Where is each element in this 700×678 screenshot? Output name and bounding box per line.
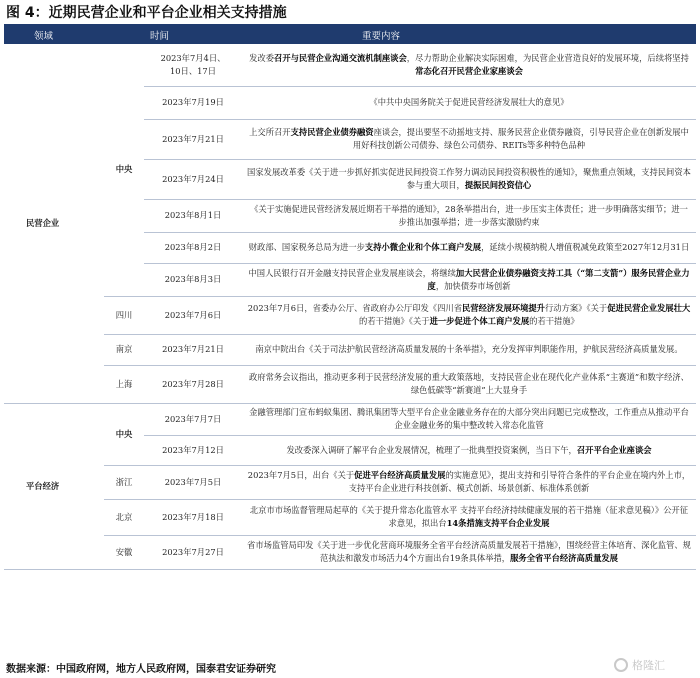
row-content: [242, 535, 696, 569]
row-date: 2023年7月19日: [144, 86, 242, 119]
region-zhejiang: 浙江: [104, 465, 144, 499]
content-emphasis: 常态化召开民营企业家座谈会: [415, 65, 523, 76]
content-text: 国家发展改革委《关于进一步抓好抓实促进民间投资工作努力调动民间投资积极性的通知》，聚焦重点领域，支持民间资本参与重大项目，: [247, 167, 691, 190]
content-text: 2023年7月5日，出台《关于: [247, 470, 355, 480]
category-private: 民营企业: [4, 44, 104, 403]
content-emphasis: 进一步促进个体工商户发展: [429, 316, 530, 326]
content-text: ，加快债券市场创新: [435, 280, 511, 291]
row-date: 2023年7月6日: [144, 296, 242, 334]
row-date: 2023年7月28日: [144, 365, 242, 403]
row-content: [242, 296, 696, 334]
table-row: [4, 44, 696, 86]
watermark-text: 格隆汇: [632, 659, 665, 672]
row-content: [242, 44, 696, 86]
source-note: 数据来源：中国政府网，地方人民政府网，国泰君安证券研究: [6, 664, 276, 675]
content-text: 发改委深入调研了解平台企业发展情况，梳理了一批典型投资案例，当日下午，: [286, 444, 577, 455]
region-central-platform: 中央: [104, 403, 144, 465]
region-central: 中央: [104, 44, 144, 296]
row-date: 2023年7月5日: [144, 465, 242, 499]
header-content: 重要内容: [242, 26, 696, 44]
row-date: 2023年7月7日: [144, 403, 242, 435]
row-content: [242, 159, 696, 199]
row-date: 2023年7月21日: [144, 119, 242, 159]
content-text: 的若干措施》: [529, 316, 579, 326]
content-text: ，尽力帮助企业解决实际困难，为民营企业营造良好的发展环境，后续将坚持: [406, 52, 689, 63]
row-date: 2023年7月4日、 10日、17日: [144, 44, 242, 86]
region-sichuan: 四川: [104, 296, 144, 334]
region-anhui: 安徽: [104, 535, 144, 569]
content-emphasis: 促进平台经济高质量发展: [354, 470, 446, 480]
table-row: [4, 296, 696, 334]
content-text: 《中共中央国务院关于促进民营经济发展壮大的意见》: [369, 97, 569, 107]
table-header-row: [4, 26, 696, 44]
content-text: 发改委: [249, 52, 275, 63]
content-emphasis: 14条措施支持平台企业发展: [446, 518, 550, 528]
row-date: 2023年7月21日: [144, 334, 242, 365]
content-text: 省市场监管局印发《关于进一步优化营商环境服务全省平台经济高质量发展若干措施》，围绕经营主体培育、深化监管、规范执法和激发市场活力4个方面出台19条具体举措，: [247, 540, 691, 563]
region-beijing: 北京: [104, 499, 144, 535]
row-date: 2023年8月3日: [144, 263, 242, 296]
category-platform: 平台经济: [4, 403, 104, 569]
row-content: [242, 403, 696, 435]
header-field: 领域: [4, 26, 104, 44]
header-time: 时间: [144, 26, 242, 44]
content-emphasis: 提振民间投资信心: [464, 180, 532, 190]
content-text: 座谈会，提出要坚不动摇地支持、服务民营企业债券融资，引导民营企业在创新发展中用好科技创新公司债券、绿色公司债券、REITs等多种特色品种: [352, 127, 689, 150]
row-content: [242, 86, 696, 119]
content-text: 2023年7月6日，省委办公厅、省政府办公厅印发《四川省: [247, 303, 462, 313]
watermark: [614, 656, 692, 674]
region-shanghai: 上海: [104, 365, 144, 403]
figure-title: 图 4：近期民营企业和平台企业相关支持措施: [6, 5, 287, 21]
row-content: [242, 435, 696, 465]
content-text: 上交所召开: [249, 127, 291, 137]
table-row: [4, 334, 696, 365]
content-emphasis: 加大民营企业债券融资支持工具（“第二支箭”）服务民营企业力度: [427, 267, 690, 291]
content-emphasis: 民营经济发展环境提升: [462, 303, 545, 313]
region-nanjing: 南京: [104, 334, 144, 365]
content-text: 《关于实施促进民营经济发展近期若干举措的通知》，28条举措出台，进一步压实主体责任；进一步明确落实细节；进一步推出加强举措；进一步落实激励约束: [250, 203, 688, 227]
content-text: 南京中院出台《关于司法护航民营经济高质量发展的十条举措》，充分发挥审判职能作用，护航民营经济高质量发展。: [255, 344, 683, 354]
content-emphasis: 服务全省平台经济高质量发展: [510, 553, 618, 563]
row-content: [242, 232, 696, 263]
content-text: ，延续小规模纳税人增值税减免政策至2027年12月31日: [481, 242, 690, 252]
row-content: [242, 263, 696, 296]
content-text: 北京市市场监督管理局起草的《关于提升常态化监管水平 支持平台经济持续健康发展的若干措施（征求意见稿）》公开征求意见，拟出台: [249, 505, 689, 528]
row-content: [242, 199, 696, 232]
table-row: [4, 499, 696, 535]
content-text: 政府常务会议指出，推动更多利于民营经济发展的重大政策落地，支持民营企业在现代化产业体系“主赛道”和数字经济、绿色低碳等“新赛道”上大显身手: [249, 372, 689, 395]
content-emphasis: 召开平台企业座谈会: [576, 444, 652, 455]
row-content: [242, 119, 696, 159]
content-text: 中国人民银行召开金融支持民营企业发展座谈会，将继续: [248, 267, 456, 278]
row-date: 2023年8月1日: [144, 199, 242, 232]
row-date: 2023年7月27日: [144, 535, 242, 569]
row-content: [242, 465, 696, 499]
table-row: [4, 535, 696, 569]
table-row: [4, 465, 696, 499]
policy-table: [4, 26, 696, 570]
content-text: 的实施意见》，提出支持和引导符合条件的平台企业在境内外上市，支持平台企业进行科技创新、模式创新、场景创新、标准体系创新: [348, 470, 691, 493]
watermark-logo-icon: [614, 658, 628, 672]
row-content: [242, 499, 696, 535]
content-text: 行动方案》《关于: [544, 303, 608, 313]
table-row: [4, 403, 696, 435]
content-text: 金融管理部门宣布蚂蚁集团、腾讯集团等大型平台企业金融业务存在的大部分突出问题已完成整改，工作重点从推动平台企业金融业务的集中整改转入常态化监管: [249, 407, 689, 430]
row-content: [242, 334, 696, 365]
row-date: 2023年7月12日: [144, 435, 242, 465]
content-text: 的若干措施》《关于: [359, 316, 430, 326]
row-date: 2023年7月24日: [144, 159, 242, 199]
content-text: 财政部、国家税务总局为进一步: [248, 242, 365, 252]
content-emphasis: 促进民营企业发展壮大: [607, 303, 691, 313]
row-content: [242, 365, 696, 403]
content-emphasis: 召开与民营企业沟通交流机制座谈会: [274, 52, 407, 63]
content-emphasis: 支持小微企业和个体工商户发展: [364, 242, 482, 252]
row-date: 2023年7月18日: [144, 499, 242, 535]
content-emphasis: 支持民营企业债券融资: [290, 127, 374, 137]
row-date: 2023年8月2日: [144, 232, 242, 263]
table-row: [4, 365, 696, 403]
